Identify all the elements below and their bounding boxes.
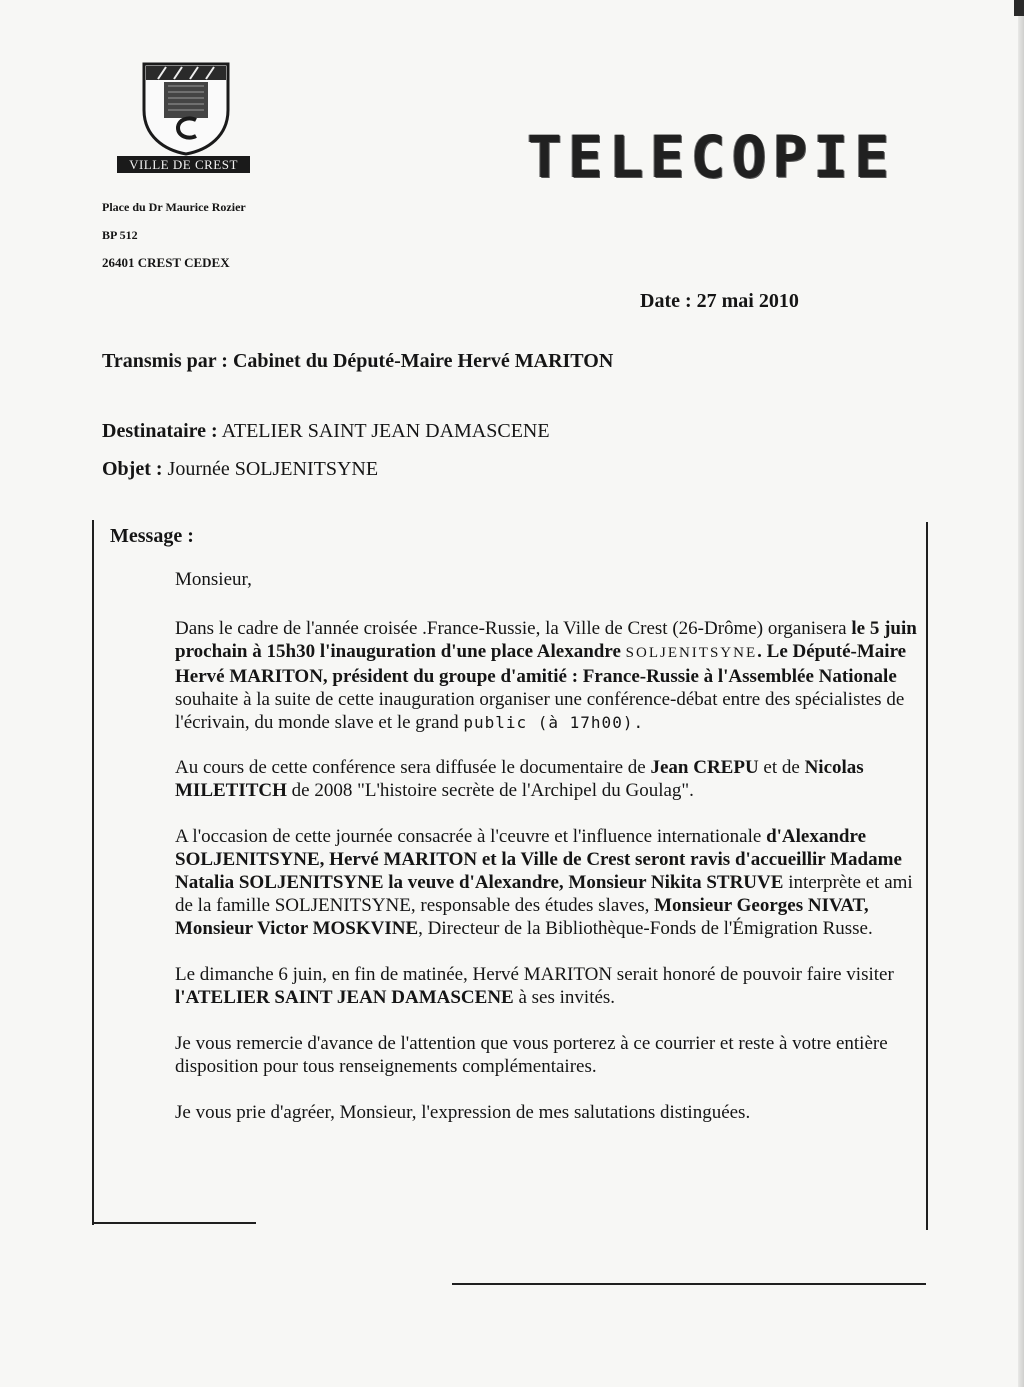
subject-value: Journée SOLJENITSYNE	[167, 458, 379, 480]
message-label: Message :	[110, 525, 194, 547]
subject-label: Objet :	[102, 458, 163, 480]
message-paragraph	[175, 617, 923, 734]
address-line: BP 512	[102, 228, 138, 242]
recipient-field	[102, 420, 550, 443]
sender-field	[102, 350, 613, 373]
text-run: A l'occasion de cette journée consacrée à l'ceuvre et l'influence internationale	[175, 826, 767, 847]
salutation: Monsieur,	[175, 569, 252, 590]
sender-label: Transmis par :	[102, 350, 228, 372]
text-run-bold: Monsieur Georges NIVAT, Monsieur Victor MOSKVINE	[175, 895, 869, 939]
document-type-heading: TELECOPIE	[527, 123, 896, 191]
message-paragraph	[175, 756, 923, 802]
text-run-spaced: SOLJENITSYNE	[625, 645, 758, 661]
message-paragraph	[175, 963, 923, 1009]
text-run-mono: public (à 17h00).	[463, 713, 645, 732]
text-run: Le dimanche 6 juin, en fin de matinée, Hervé MARITON serait honoré de pouvoir faire visiter	[175, 964, 894, 985]
text-run: et de	[758, 757, 805, 778]
text-run-bold: Nicolas MILETITCH	[175, 757, 864, 801]
text-run-bold: le 5 juin prochain à 15h30 l'inauguration d'une place Alexandre	[175, 618, 917, 662]
signature-rule	[452, 1283, 926, 1285]
message-paragraph	[175, 825, 923, 940]
city-coat-of-arms-icon	[138, 58, 234, 156]
message-box-border	[926, 522, 928, 1230]
city-banner: VILLE DE CREST	[117, 156, 250, 173]
message-paragraph: Je vous remercie d'avance de l'attention que vous porterez à ce courrier et reste à votre entière disposition pour tous renseignements complémentaires.	[175, 1033, 888, 1077]
text-run: souhaite à la suite de cette inauguration organiser une conférence-débat entre des spécialistes de l'écrivain, du monde slave et le grand	[175, 689, 905, 733]
text-run: à ses invités.	[513, 987, 616, 1008]
message-box-border	[92, 1222, 256, 1224]
text-run-bold: l'ATELIER SAINT JEAN DAMASCENE	[175, 987, 514, 1008]
text-run-bold: d'Alexandre SOLJENITSYNE, Hervé MARITON et la Ville de Crest seront ravis d'accueillir Madame Natalia SOLJENITSYNE la veuve d'Alexandre, Monsieur Nikita STRUVE	[175, 826, 902, 893]
text-run: interprète et ami de la famille SOLJENITSYNE, responsable des études slaves,	[175, 872, 913, 916]
sender-value: Cabinet du Député-Maire Hervé MARITON	[232, 350, 614, 372]
text-run-bold: . Le Député-Maire Hervé MARITON, président du groupe d'amitié : France-Russie à l'Assemblée Nationale	[175, 641, 907, 687]
text-run: Dans le cadre de l'année croisée .France-Russie, la Ville de Crest (26-Drôme) organisera	[175, 618, 852, 639]
text-run: , Directeur de la Bibliothèque-Fonds de l'Émigration Russe.	[418, 918, 873, 939]
page-edge	[1018, 0, 1024, 1387]
recipient-label: Destinataire :	[102, 420, 218, 442]
scan-corner-mark	[1014, 0, 1024, 16]
text-run-bold: Jean CREPU	[650, 757, 759, 778]
text-run: de 2008 "L'histoire secrète de l'Archipel du Goulag".	[286, 780, 694, 801]
fax-date: Date : 27 mai 2010	[640, 290, 799, 312]
message-paragraph: Je vous prie d'agréer, Monsieur, l'expression de mes salutations distinguées.	[175, 1102, 751, 1123]
address-line: 26401 CREST CEDEX	[102, 255, 230, 270]
recipient-value: ATELIER SAINT JEAN DAMASCENE	[221, 420, 550, 442]
message-box-border	[92, 520, 94, 1225]
text-run: Au cours de cette conférence sera diffusée le documentaire de	[175, 757, 651, 778]
subject-field	[102, 458, 378, 481]
address-line: Place du Dr Maurice Rozier	[102, 200, 246, 214]
